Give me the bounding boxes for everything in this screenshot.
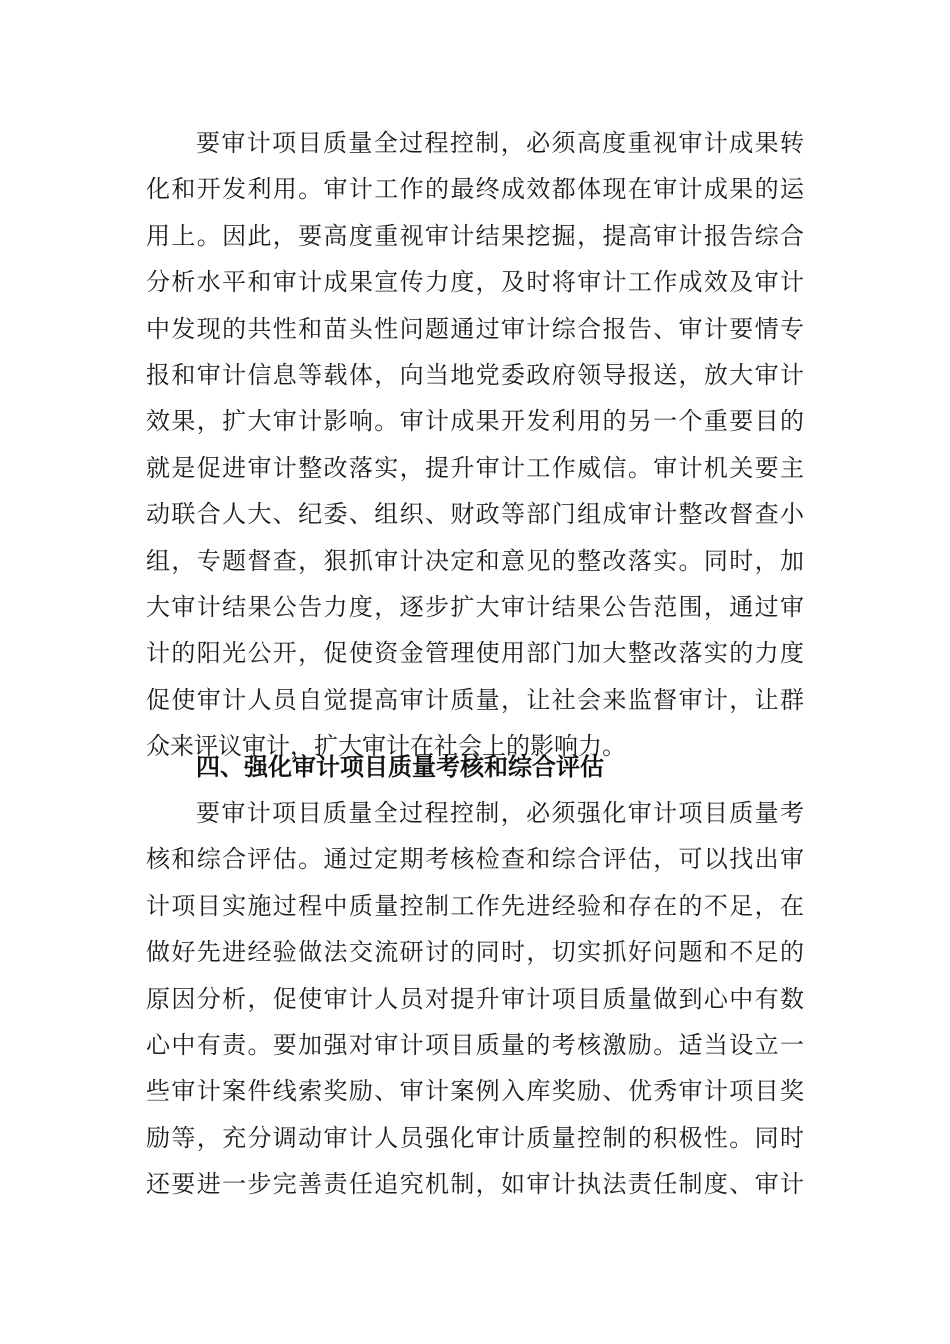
section-heading: 四、强化审计项目质量考核和综合评估 [196, 753, 604, 781]
paragraph-outcome-utilization [146, 120, 804, 769]
paragraph-line: 中发现的共性和苗头性问题通过审计综合报告、审计要情专 [146, 314, 804, 343]
paragraph-line: 做好先进经验做法交流研讨的同时，切实抓好问题和不足的 [146, 938, 804, 967]
paragraph-line: 报和审计信息等载体，向当地党委政府领导报送，放大审计 [146, 360, 804, 389]
paragraph-line: 核和综合评估。通过定期考核检查和综合评估，可以找出审 [146, 845, 804, 874]
paragraph-line: 励等，充分调动审计人员强化审计质量控制的积极性。同时 [146, 1123, 804, 1152]
paragraph-line: 些审计案件线索奖励、审计案例入库奖励、优秀审计项目奖 [146, 1077, 804, 1106]
paragraph-line: 众来评议审计，扩大审计在社会上的影响力。 [146, 732, 626, 761]
paragraph-line: 动联合人大、纪委、组织、财政等部门组成审计整改督查小 [146, 500, 804, 529]
paragraph-line: 计项目实施过程中质量控制工作先进经验和存在的不足，在 [146, 891, 804, 920]
paragraph-line: 促使审计人员自觉提高审计质量，让社会来监督审计，让群 [146, 685, 804, 714]
paragraph-line: 化和开发利用。审计工作的最终成效都体现在审计成果的运 [146, 175, 804, 204]
paragraph-line: 就是促进审计整改落实，提升审计工作威信。审计机关要主 [146, 453, 804, 482]
paragraph-line: 心中有责。要加强对审计项目质量的考核激励。适当设立一 [146, 1030, 804, 1059]
paragraph-line: 组，专题督查，狠抓审计决定和意见的整改落实。同时，加 [146, 546, 804, 575]
paragraph-line: 原因分析，促使审计人员对提升审计项目质量做到心中有数 [146, 984, 804, 1013]
paragraph-line: 要审计项目质量全过程控制，必须强化审计项目质量考 [196, 799, 804, 827]
paragraph-quality-assessment [146, 790, 804, 1208]
paragraph-line: 用上。因此，要高度重视审计结果挖掘，提高审计报告综合 [146, 221, 804, 250]
paragraph-line: 计的阳光公开，促使资金管理使用部门加大整改落实的力度 [146, 639, 804, 668]
paragraph-line: 效果，扩大审计影响。审计成果开发利用的另一个重要目的 [146, 407, 804, 436]
paragraph-line: 要审计项目质量全过程控制，必须高度重视审计成果转 [196, 129, 804, 157]
paragraph-line: 大审计结果公告力度，逐步扩大审计结果公告范围，通过审 [146, 592, 804, 621]
paragraph-line: 分析水平和审计成果宣传力度，及时将审计工作成效及审计 [146, 268, 804, 297]
paragraph-line: 还要进一步完善责任追究机制，如审计执法责任制度、审计 [146, 1170, 804, 1199]
